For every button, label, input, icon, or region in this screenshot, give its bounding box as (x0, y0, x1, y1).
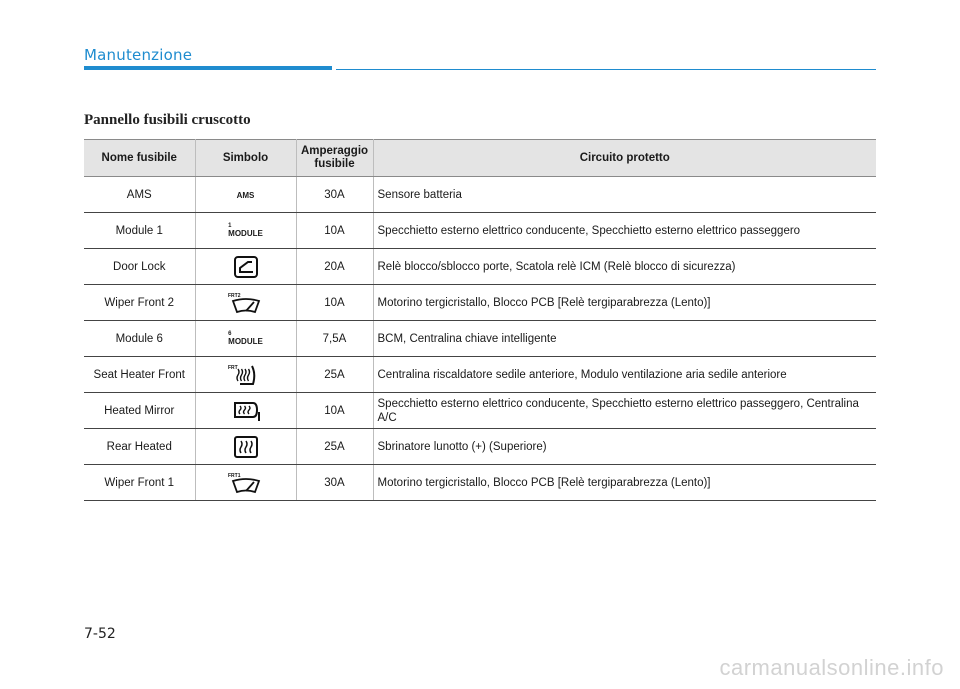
fuse-symbol (195, 429, 296, 465)
symbol-label: AMS (236, 190, 255, 200)
table-row (84, 249, 876, 285)
fuse-name: Wiper Front 1 (84, 465, 195, 501)
column-header-circuit: Circuito protetto (373, 140, 876, 177)
wiper-icon (226, 472, 266, 489)
section-header: Manutenzione (84, 46, 193, 64)
table-row (84, 465, 876, 501)
ams-symbol (237, 192, 255, 200)
symbol-label: MODULE (228, 337, 263, 346)
table-row (84, 177, 876, 213)
svg-text:FRT2: FRT2 (227, 292, 240, 299)
fuse-name: Module 6 (84, 321, 195, 357)
column-header-amperage-label: Amperaggio fusibile (300, 145, 369, 170)
fuse-table (84, 139, 876, 501)
fuse-amperage: 25A (296, 357, 373, 393)
table-header-row (84, 140, 876, 177)
fuse-name: Rear Heated (84, 429, 195, 465)
module-number: 1 (228, 223, 232, 229)
fuse-amperage: 10A (296, 213, 373, 249)
svg-text:FRT1: FRT1 (227, 472, 240, 479)
protected-circuit: Sbrinatore lunotto (+) (Superiore) (373, 429, 876, 465)
fuse-amperage: 30A (296, 465, 373, 501)
fuse-symbol (195, 177, 296, 213)
fuse-name: Heated Mirror (84, 393, 195, 429)
fuse-amperage: 20A (296, 249, 373, 285)
module-number: 6 (228, 331, 232, 337)
wiper-icon (226, 292, 266, 309)
protected-circuit: Centralina riscaldatore sedile anteriore, Modulo ventilazione aria sedile anteriore (373, 357, 876, 393)
protected-circuit: Sensore batteria (373, 177, 876, 213)
fuse-name: Wiper Front 2 (84, 285, 195, 321)
fuse-symbol (195, 393, 296, 429)
header-rule-thick (84, 66, 332, 70)
watermark: carmanualsonline.info (719, 655, 944, 680)
fuse-amperage: 10A (296, 393, 373, 429)
column-header-amperage (296, 140, 373, 177)
table-row (84, 213, 876, 249)
table-row (84, 357, 876, 393)
fuse-symbol (195, 357, 296, 393)
fuse-symbol (195, 465, 296, 501)
fuse-amperage: 7,5A (296, 321, 373, 357)
fuse-name: Module 1 (84, 213, 195, 249)
table-row (84, 321, 876, 357)
page-number: 7-52 (84, 626, 116, 642)
protected-circuit: Motorino tergicristallo, Blocco PCB [Relè tergiparabrezza (Lento)] (373, 285, 876, 321)
protected-circuit: Motorino tergicristallo, Blocco PCB [Relè tergiparabrezza (Lento)] (373, 465, 876, 501)
table-row (84, 393, 876, 429)
protected-circuit: BCM, Centralina chiave intelligente (373, 321, 876, 357)
column-header-name: Nome fusibile (84, 140, 195, 177)
fuse-symbol (195, 321, 296, 357)
fuse-name: Door Lock (84, 249, 195, 285)
seat-heater-icon (226, 364, 266, 381)
svg-text:FRT: FRT (227, 364, 238, 371)
table-row (84, 285, 876, 321)
header-rule-thin (336, 69, 876, 70)
module-symbol (228, 222, 263, 238)
module-symbol (228, 330, 263, 346)
protected-circuit: Specchietto esterno elettrico conducente, Specchietto esterno elettrico passeggero (373, 213, 876, 249)
column-header-symbol: Simbolo (195, 140, 296, 177)
page-title: Pannello fusibili cruscotto (84, 112, 251, 128)
fuse-symbol (195, 249, 296, 285)
fuse-name: Seat Heater Front (84, 357, 195, 393)
protected-circuit: Specchietto esterno elettrico conducente, Specchietto esterno elettrico passeggero, Centralina A/C (373, 393, 876, 429)
fuse-amperage: 30A (296, 177, 373, 213)
fuse-symbol (195, 285, 296, 321)
fuse-amperage: 25A (296, 429, 373, 465)
rear-defrost-icon (226, 441, 266, 453)
fuse-amperage: 10A (296, 285, 373, 321)
protected-circuit: Relè blocco/sblocco porte, Scatola relè ICM (Relè blocco di sicurezza) (373, 249, 876, 285)
fuse-symbol (195, 213, 296, 249)
symbol-label: MODULE (228, 229, 263, 238)
fuse-name: AMS (84, 177, 195, 213)
door-lock-icon (226, 261, 266, 273)
heated-mirror-icon (226, 405, 266, 417)
table-row (84, 429, 876, 465)
